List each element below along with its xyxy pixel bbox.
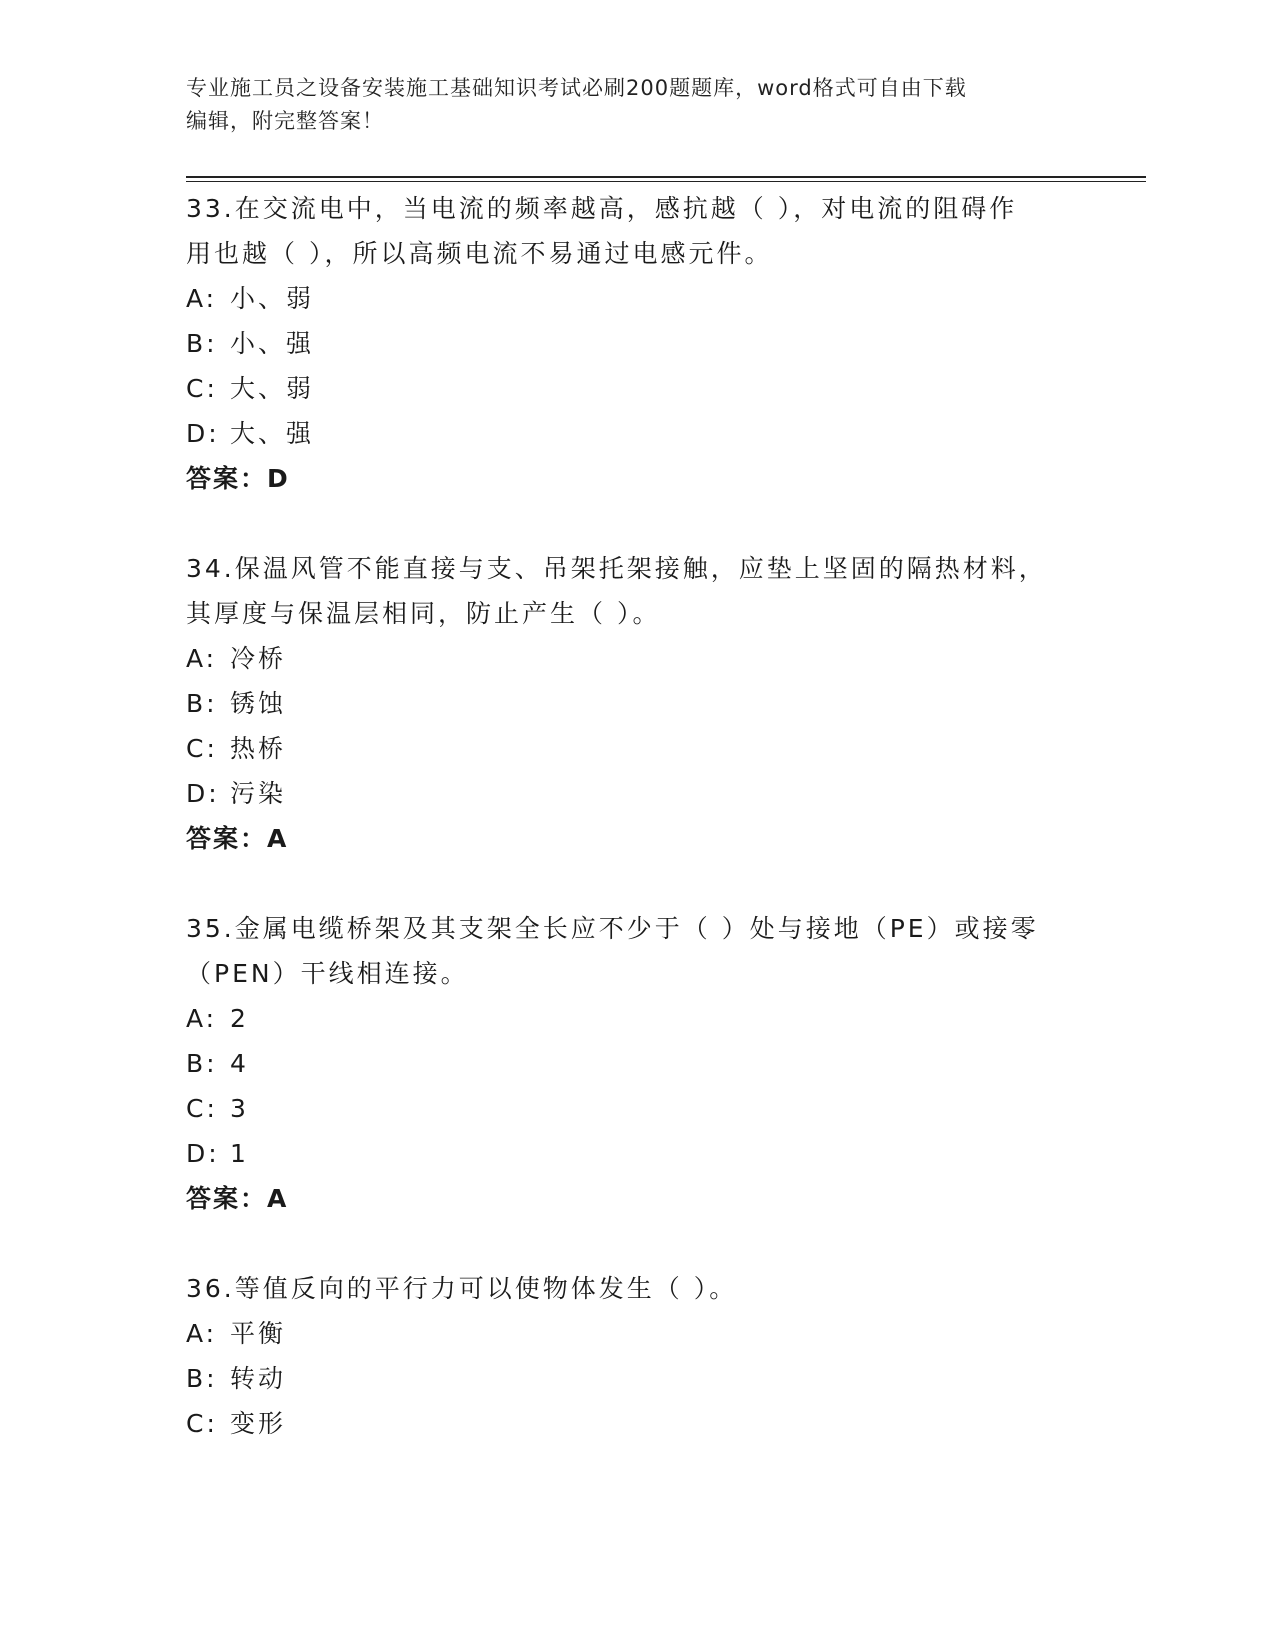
option-letter: A: (186, 284, 218, 313)
option-text: 小、弱 (230, 284, 315, 313)
option-letter: A: (186, 644, 218, 673)
question-33 (186, 186, 1066, 501)
header-divider-thin (186, 181, 1146, 182)
question-stem-line-1: 33.在交流电中，当电流的频率越高，感抗越（ ），对电流的阻碍作 (186, 194, 1018, 223)
question-34 (186, 546, 1066, 861)
option-text: 平衡 (230, 1319, 287, 1348)
option-b (186, 1356, 1066, 1401)
option-letter: C: (186, 1094, 218, 1123)
option-text: 大、强 (230, 419, 315, 448)
option-text: 变形 (230, 1409, 287, 1438)
option-letter: B: (186, 329, 218, 358)
option-letter: A: (186, 1319, 218, 1348)
document-header (186, 72, 1066, 138)
answer-line: 答案：A (186, 824, 289, 853)
answer-line: 答案：D (186, 464, 290, 493)
question-stem-line-2: 其厚度与保温层相同，防止产生（ ）。 (186, 599, 661, 628)
option-text: 转动 (230, 1364, 287, 1393)
option-letter: B: (186, 1364, 218, 1393)
question-36 (186, 1266, 1066, 1446)
option-letter: D: (186, 779, 220, 808)
question-stem-line-1: 35.金属电缆桥架及其支架全长应不少于（ ）处与接地（PE）或接零 (186, 914, 1039, 943)
option-letter: B: (186, 1049, 218, 1078)
option-text: 锈蚀 (230, 689, 287, 718)
question-stem-line-2: 用也越（ ），所以高频电流不易通过电感元件。 (186, 239, 773, 268)
option-text: 小、强 (230, 329, 315, 358)
option-d (186, 771, 1066, 816)
option-a (186, 1311, 1066, 1356)
option-text: 冷桥 (230, 644, 287, 673)
option-letter: B: (186, 689, 218, 718)
option-b (186, 681, 1066, 726)
question-stem-line-1: 34.保温风管不能直接与支、吊架托架接触，应垫上坚固的隔热材料， (186, 554, 1047, 583)
question-stem (186, 186, 1066, 276)
option-a (186, 276, 1066, 321)
option-letter: D: (186, 1139, 220, 1168)
question-stem (186, 546, 1066, 636)
question-stem-line-1: 36.等值反向的平行力可以使物体发生（ ）。 (186, 1274, 738, 1303)
option-d (186, 1131, 1066, 1176)
option-c (186, 1086, 1066, 1131)
option-c (186, 366, 1066, 411)
option-letter: C: (186, 374, 218, 403)
option-text: 热桥 (230, 734, 287, 763)
option-text: 污染 (230, 779, 287, 808)
header-line-1: 专业施工员之设备安装施工基础知识考试必刷200题题库，word格式可自由下载 (186, 76, 967, 100)
option-c (186, 1401, 1066, 1446)
option-text: 大、弱 (230, 374, 315, 403)
option-b (186, 321, 1066, 366)
question-stem (186, 906, 1066, 996)
option-a (186, 996, 1066, 1041)
option-d (186, 411, 1066, 456)
question-stem (186, 1266, 1066, 1311)
option-b (186, 1041, 1066, 1086)
option-text: 3 (230, 1094, 249, 1123)
option-text: 1 (230, 1139, 249, 1168)
option-letter: C: (186, 734, 218, 763)
question-stem-line-2: （PEN）干线相连接。 (186, 959, 469, 988)
option-a (186, 636, 1066, 681)
option-letter: A: (186, 1004, 218, 1033)
header-divider-thick (186, 176, 1146, 178)
option-text: 4 (230, 1049, 249, 1078)
option-text: 2 (230, 1004, 249, 1033)
option-letter: C: (186, 1409, 218, 1438)
option-c (186, 726, 1066, 771)
header-line-2: 编辑，附完整答案！ (186, 109, 384, 133)
answer-line: 答案：A (186, 1184, 289, 1213)
option-letter: D: (186, 419, 220, 448)
question-35 (186, 906, 1066, 1221)
